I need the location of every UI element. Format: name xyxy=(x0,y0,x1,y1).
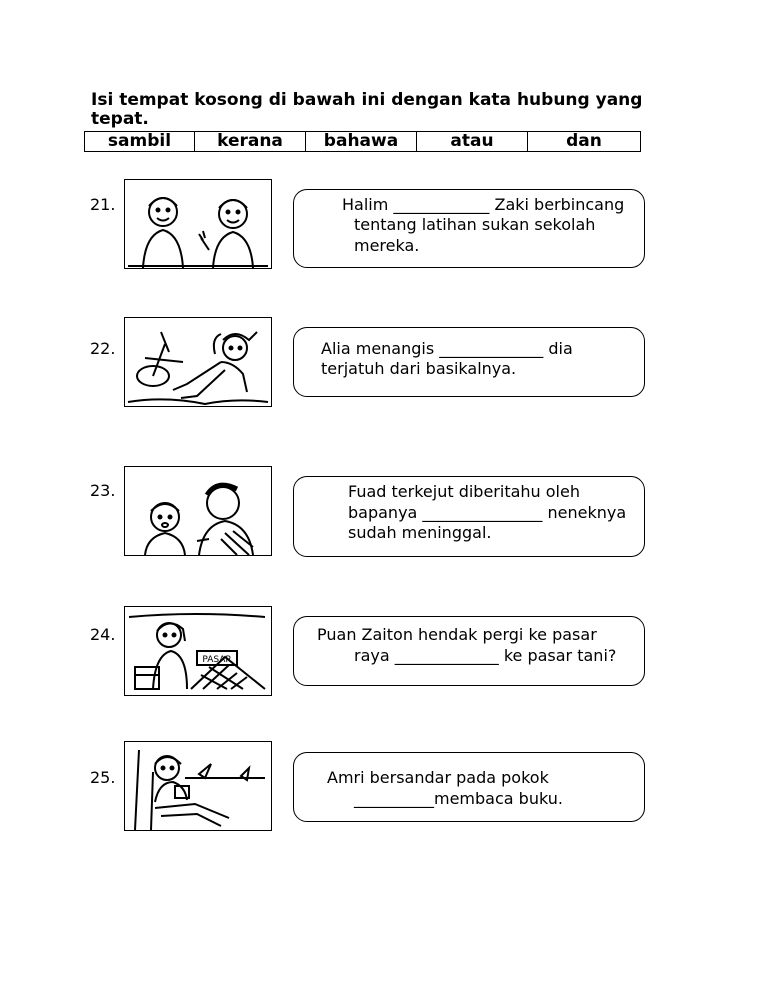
word-bank-item: sambil xyxy=(85,132,195,152)
boy-and-father-picture xyxy=(124,466,272,556)
question-number: 21. xyxy=(90,195,116,214)
word-bank-item: dan xyxy=(528,132,641,152)
two-boys-talking-picture xyxy=(124,179,272,269)
question-number: 25. xyxy=(90,768,116,787)
sentence-line: terjatuh dari basikalnya. xyxy=(321,359,517,378)
girl-fallen-from-bicycle-picture xyxy=(124,317,272,407)
woman-at-market-picture xyxy=(124,606,272,696)
sentence-line: Alia menangis _____________ dia xyxy=(321,339,573,358)
boy-reading-under-tree-picture xyxy=(124,741,272,831)
instruction-text: Isi tempat kosong di bawah ini dengan kata hubung yang tepat. xyxy=(91,90,643,129)
sentence-line: bapanya _______________ neneknya xyxy=(348,503,627,522)
word-bank-item: atau xyxy=(417,132,528,152)
sentence-line: __________membaca buku. xyxy=(354,789,563,808)
sentence-line: Halim ____________ Zaki berbincang xyxy=(342,195,625,214)
question-number: 23. xyxy=(90,481,116,500)
sentence-line: raya _____________ ke pasar tani? xyxy=(354,646,617,665)
sentence-line: mereka. xyxy=(354,236,420,255)
sentence-line: Puan Zaiton hendak pergi ke pasar xyxy=(317,625,597,644)
sentence-line: tentang latihan sukan sekolah xyxy=(354,215,596,234)
question-number: 24. xyxy=(90,625,116,644)
svg-text:PASAR: PASAR xyxy=(202,655,232,665)
question-number: 22. xyxy=(90,339,116,358)
sentence-line: Fuad terkejut diberitahu oleh xyxy=(348,482,580,501)
word-bank-item: kerana xyxy=(195,132,306,152)
word-bank-item: bahawa xyxy=(306,132,417,152)
sentence-line: Amri bersandar pada pokok xyxy=(327,768,549,787)
sentence-line: sudah meninggal. xyxy=(348,523,492,542)
word-bank-table xyxy=(84,131,641,152)
